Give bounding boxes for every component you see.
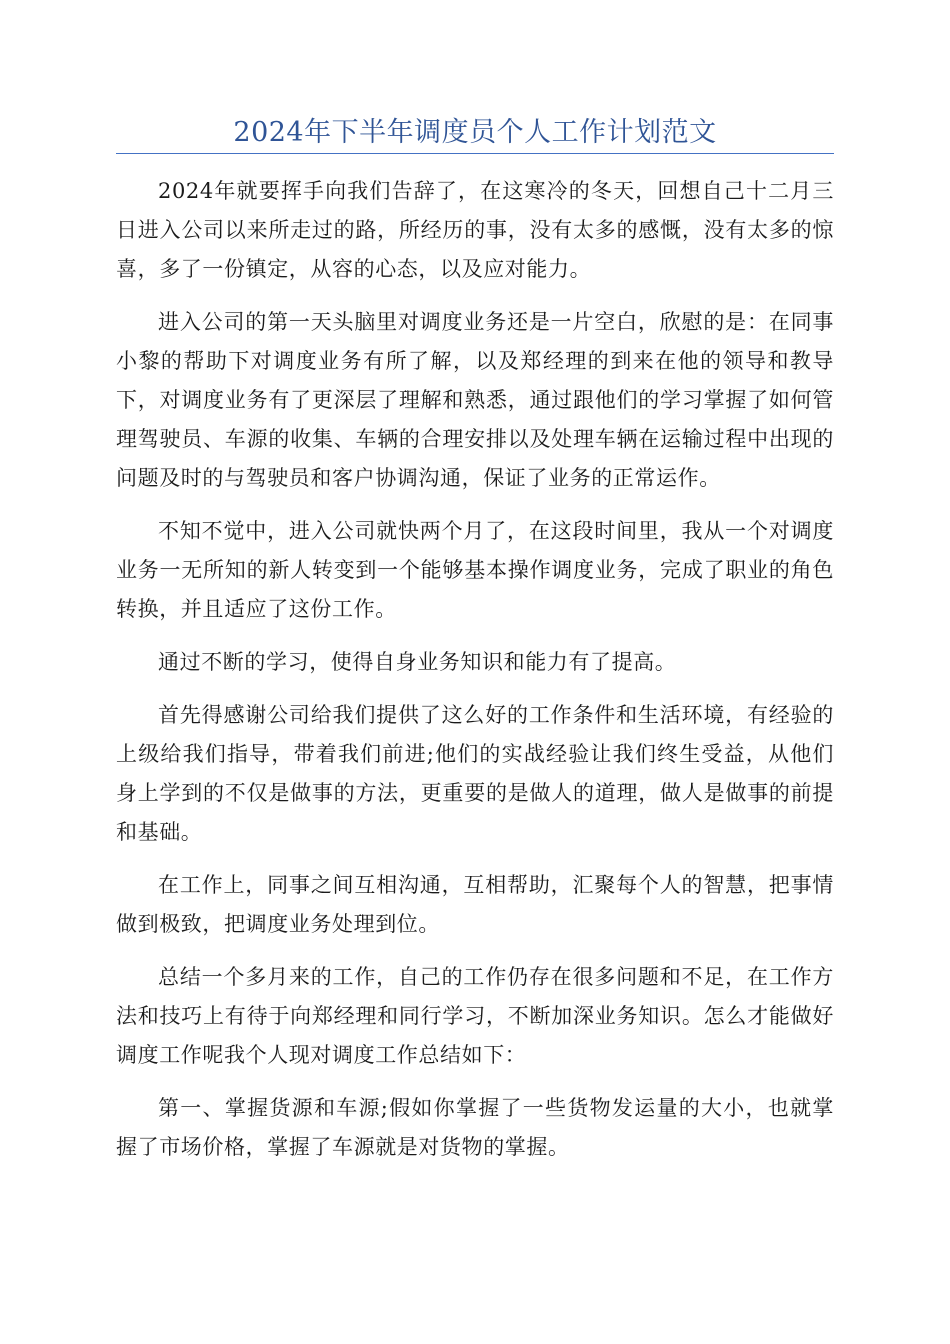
title-underline (116, 153, 834, 154)
paragraph-5: 首先得感谢公司给我们提供了这么好的工作条件和生活环境，有经验的上级给我们指导，带着我们前进;他们的实战经验让我们终生受益，从他们身上学到的不仅是做事的方法，更重要的是做人的道理，做人是做事的前提和基础。 (116, 703, 834, 844)
paragraph-2: 进入公司的第一天头脑里对调度业务还是一片空白，欣慰的是：在同事小黎的帮助下对调度业务有所了解，以及郑经理的到来在他的领导和教导下，对调度业务有了更深层了理解和熟悉，通过跟他们的学习掌握了如何管理驾驶员、车源的收集、车辆的合理安排以及处理车辆在运输过程中出现的问题及时的与驾驶员和客户协调沟通，保证了业务的正常运作。 (116, 310, 834, 490)
paragraph-8: 第一、掌握货源和车源;假如你掌握了一些货物发运量的大小，也就掌握了市场价格，掌握了车源就是对货物的掌握。 (116, 1096, 834, 1159)
document-body (116, 172, 834, 1181)
paragraph-3: 不知不觉中，进入公司就快两个月了，在这段时间里，我从一个对调度业务一无所知的新人转变到一个能够基本操作调度业务，完成了职业的角色转换，并且适应了这份工作。 (116, 519, 834, 621)
paragraph-1: 2024年就要挥手向我们告辞了，在这寒冷的冬天，回想自己十二月三日进入公司以来所走过的路，所经历的事，没有太多的感慨，没有太多的惊喜，多了一份镇定，从容的心态，以及应对能力。 (116, 179, 834, 281)
paragraph-7: 总结一个多月来的工作，自己的工作仍存在很多问题和不足，在工作方法和技巧上有待于向郑经理和同行学习，不断加深业务知识。怎么才能做好调度工作呢我个人现对调度工作总结如下： (116, 965, 834, 1067)
document-title: 2024年下半年调度员个人工作计划范文 (233, 117, 717, 148)
paragraph-6: 在工作上，同事之间互相沟通，互相帮助，汇聚每个人的智慧，把事情做到极致，把调度业务处理到位。 (116, 873, 834, 936)
paragraph-4: 通过不断的学习，使得自身业务知识和能力有了提高。 (158, 650, 677, 674)
